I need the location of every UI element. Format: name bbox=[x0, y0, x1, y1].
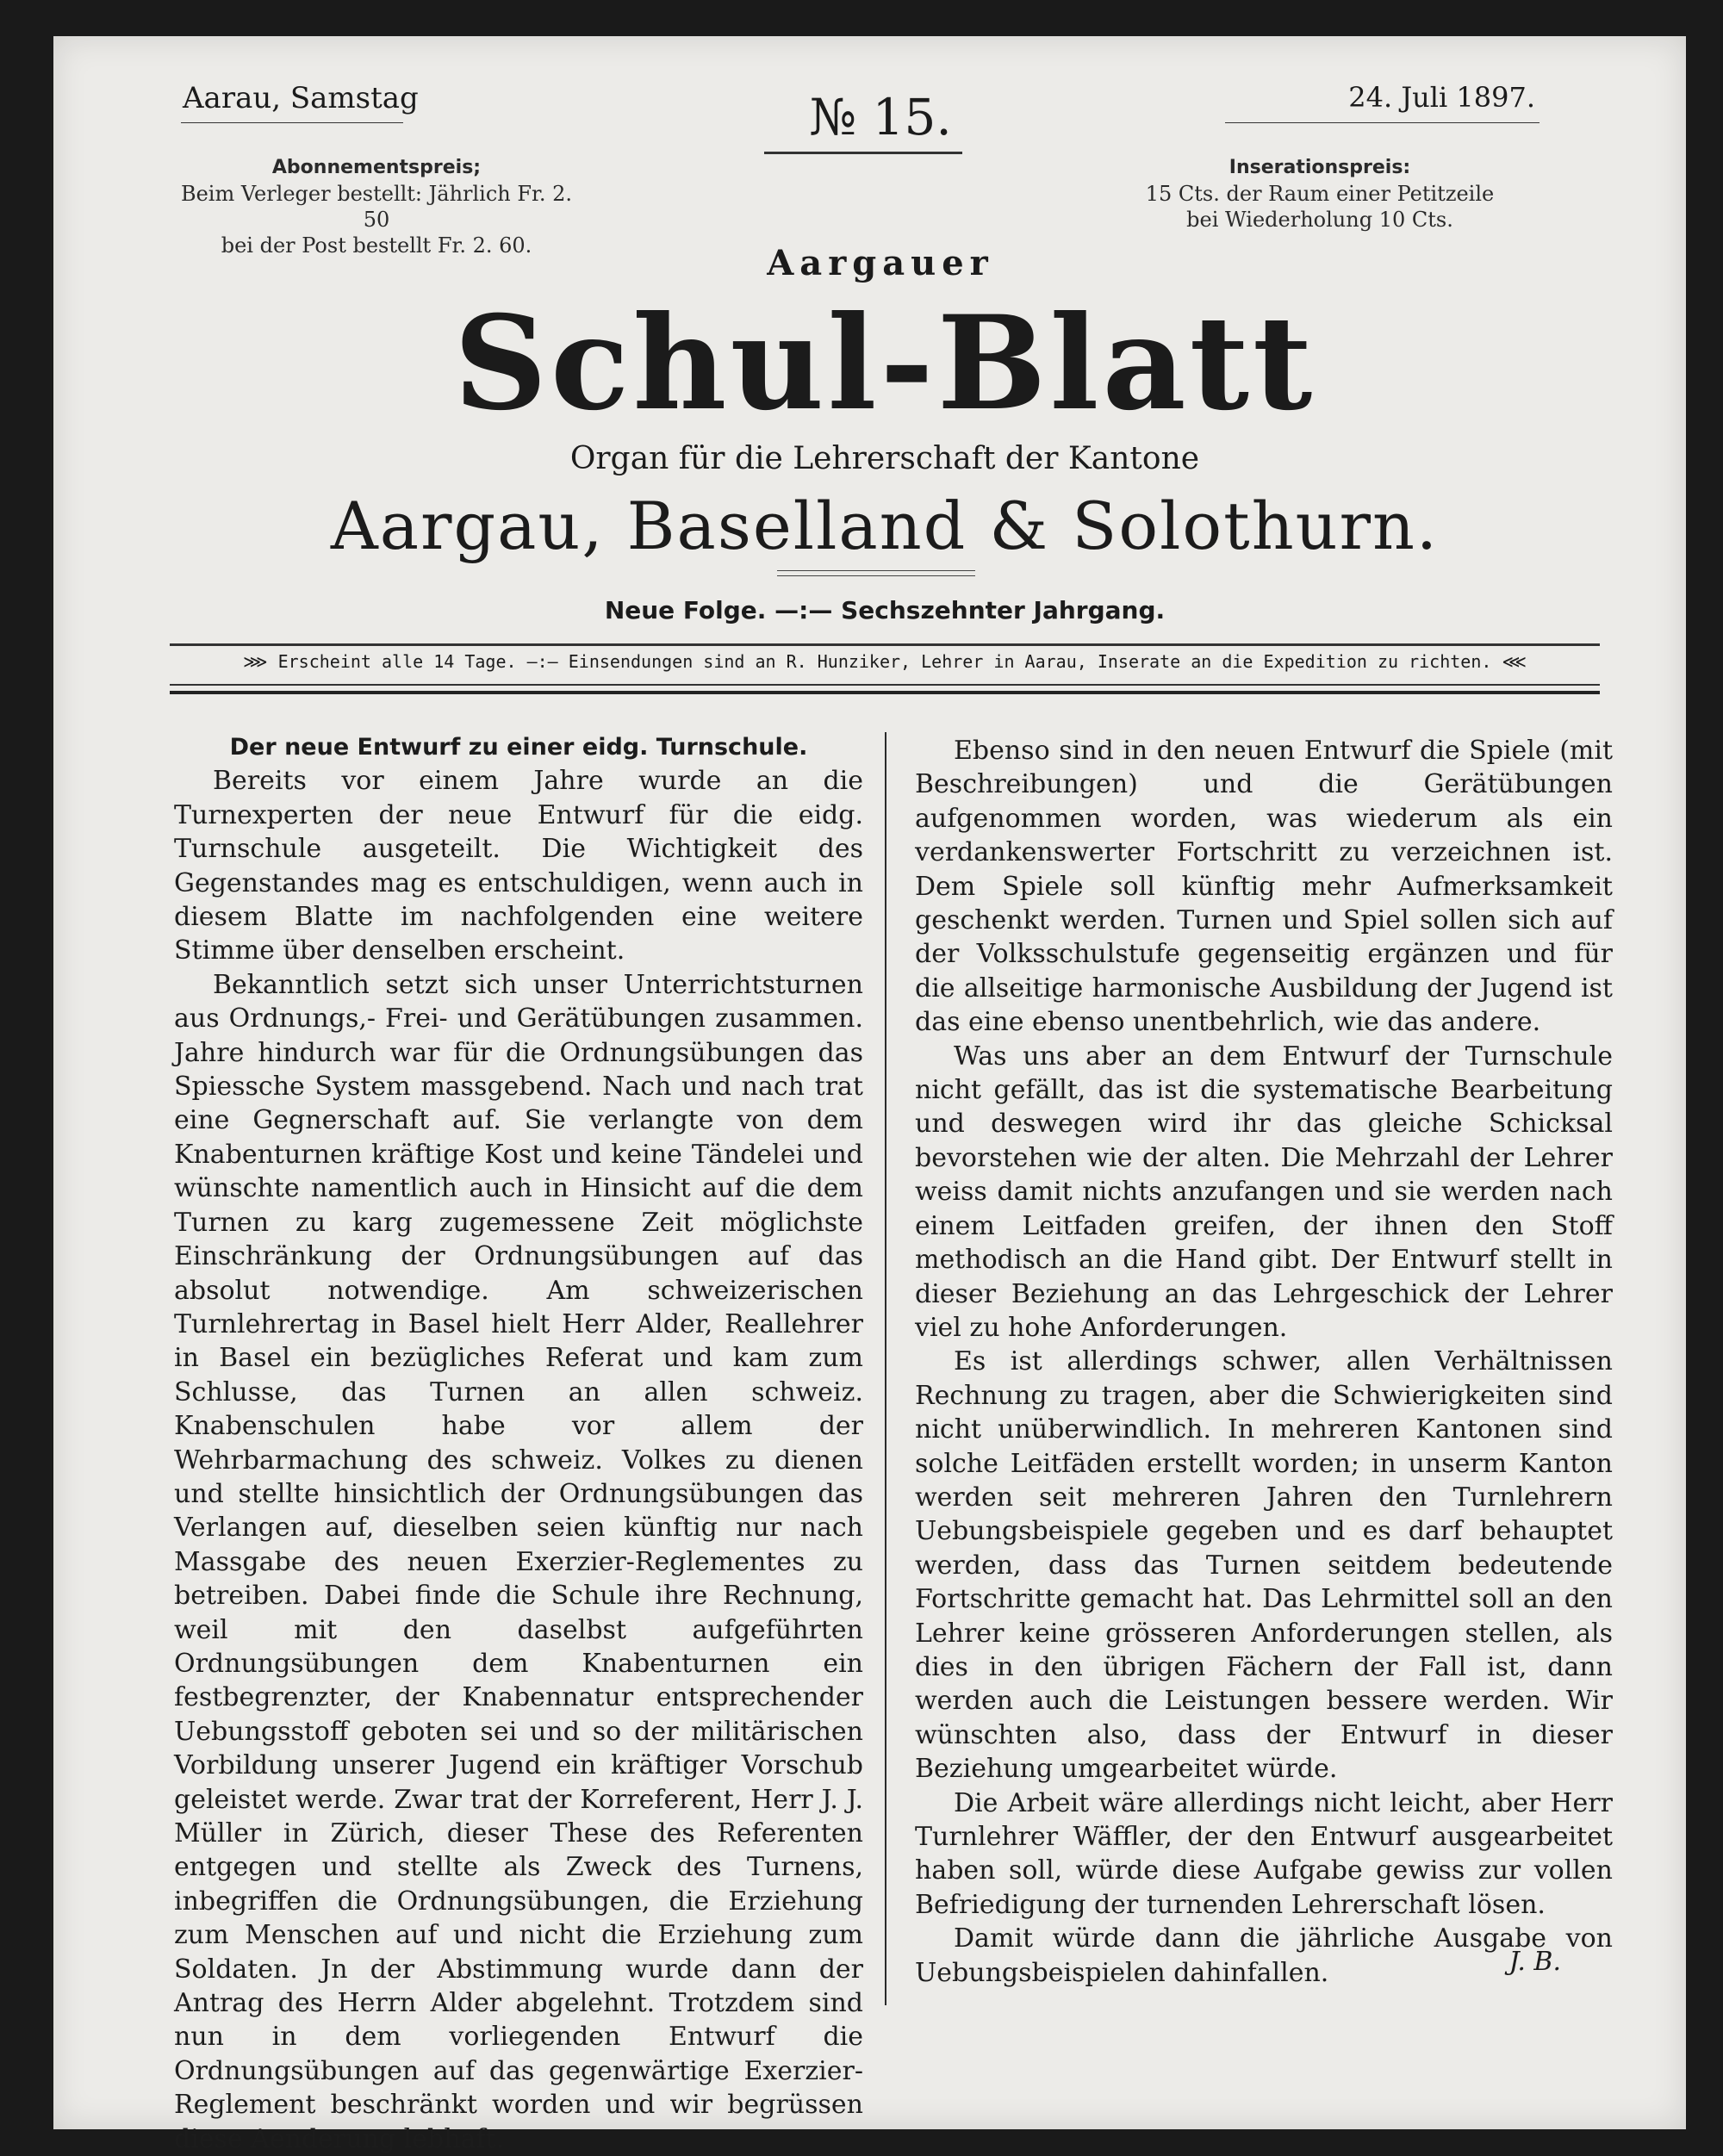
rule bbox=[1225, 122, 1540, 123]
author-signature: J. B. bbox=[1508, 1947, 1561, 1977]
double-rule bbox=[777, 575, 975, 576]
article-paragraph: Es ist allerdings schwer, allen Verhältnissen Rechnung zu tragen, aber die Schwierigkeiten sind nicht unüberwindlich. In mehreren Kantonen sind solche Leitfäden erstellt worden; in unserm Kanton werden seit mehreren Jahren den Turnlehrern Uebungsbeispiele gegeben und es darf behauptet werden, dass das Turnen seitdem bedeutende Fortschritte gemacht hat. Das Lehrmittel soll an den Lehrer keine grösseren Anforderungen stellen, als dies in den übrigen Fächern der Fall ist, dann werden auch die Leistungen bessere werden. Wir wünschten also, dass der Entwurf in dieser Beziehung umgearbeitet würde. bbox=[915, 1346, 1613, 1785]
rule bbox=[170, 643, 1600, 646]
subscription-price bbox=[174, 155, 579, 258]
publication-band: ⋙ Erscheint alle 14 Tage. —:— Einsendungen sind an R. Hunziker, Lehrer in Aarau, Inserate an die Expedition zu richten. ⋘ bbox=[243, 651, 1527, 672]
subscription-line: bei der Post bestellt Fr. 2. 60. bbox=[221, 233, 532, 258]
subscription-heading: Abonnementspreis; bbox=[271, 157, 482, 178]
article-paragraph: Bereits vor einem Jahre wurde an die Turnexperten der neue Entwurf für die eidg. Turnschule ausgeteilt. Die Wichtigkeit des Gegenstandes mag es entschuldigen, wenn auch in diesem Blatte im nachfolgenden eine weitere Stimme über denselben erscheint. bbox=[174, 766, 863, 966]
article-column-right bbox=[915, 734, 1613, 1990]
article-column-left bbox=[174, 730, 863, 2156]
series-line: Neue Folge. —:— Sechszehnter Jahrgang. bbox=[604, 596, 1166, 624]
organ-subtitle: Organ für die Lehrerschaft der Kantone bbox=[569, 441, 1200, 476]
rule bbox=[181, 122, 403, 123]
rule bbox=[764, 152, 962, 154]
article-title: Der neue Entwurf zu einer eidg. Turnschule. bbox=[229, 734, 808, 761]
double-rule bbox=[777, 570, 975, 571]
subscription-line: Beim Verleger bestellt: Jährlich Fr. 2. 50 bbox=[180, 182, 573, 232]
insertion-heading: Inserationspreis: bbox=[1228, 157, 1411, 178]
article-paragraph: Die Arbeit wäre allerdings nicht leicht, aber Herr Turnlehrer Wäffler, der den Entwurf ausgearbeitet haben soll, würde diese Aufgabe gewiss zur vollen Befriedigung der turnenden Lehrerschaft lösen. bbox=[915, 1787, 1613, 1920]
newspaper-title: Schul-Blatt bbox=[453, 288, 1316, 439]
article-paragraph: Was uns aber an dem Entwurf der Turnschule nicht gefällt, das ist die systematische Bearbeitung und deswegen wird ihr das gleiche Schicksal bevorstehen wie der alten. Die Mehrzahl der Lehrer weiss damit nichts anzufangen und sie werden nach einem Leitfaden greifen, der ihnen den Stoff methodisch an die Hand gibt. Der Entwurf stellt in dieser Beziehung an das Lehrgeschick der Lehrer viel zu hohe Anforderungen. bbox=[915, 1041, 1613, 1343]
insertion-price bbox=[1079, 155, 1561, 233]
pre-title: Aargauer bbox=[767, 243, 994, 283]
insertion-line: 15 Cts. der Raum einer Petitzeile bbox=[1145, 182, 1495, 206]
article-paragraph: Bekanntlich setzt sich unser Unterrichtsturnen aus Ordnungs,- Frei- und Gerätübungen zusammen. Jahre hindurch war für die Ordnungsübungen das Spiessche System massgebend. Nach und nach trat eine Gegnerschaft auf. Sie verlangte von dem Knabenturnen kräftige Kost und keine Tändelei und wünschte namentlich auch in Hinsicht auf die dem Turnen zu karg zugemessene Zeit möglichste Einschränkung der Ordnungsübungen auf das absolut notwendige. Am schweizerischen Turnlehrertag in Basel hielt Herr Alder, Reallehrer in Basel ein bezügliches Referat und kam zum Schlusse, das Turnen an allen schweiz. Knabenschulen habe vor allem der Wehrbarmachung des schweiz. Volkes zu dienen und stellte hinsichtlich der Ordnungsübungen das Verlangen auf, dieselben seien künftig nur nach Massgabe des neuen Exerzier-Reglementes zu betreiben. Dabei finde die Schule ihre Rechnung, weil mit den daselbst aufgeführten Ordnungsübungen dem Knabenturnen ein festbegrenzter, der Knabennatur entsprechender Uebungsstoff geboten sei und so der militärischen Vorbildung unserer Jugend ein kräftiger Vorschub geleistet werde. Zwar trat der Korreferent, Herr J. J. Müller in Zürich, dieser These des Referenten entgegen und stellte als Zweck des Turnens, inbegriffen die Ordnungsübungen, die Erziehung zum Menschen auf und nicht die Erziehung zum Soldaten. Jn der Abstimmung wurde dann der Antrag des Herrn Alder abgelehnt. Trotzdem sind nun in dem vorliegenden Entwurf die Ordnungsübungen auf das gegenwärtige Exerzier-Reglement beschränkt worden und wir begrüssen diese Aenderung lebhaft. bbox=[174, 969, 863, 2154]
place-and-day: Aarau, Samstag bbox=[183, 81, 419, 115]
issue-number: № 15. bbox=[809, 88, 952, 146]
rule bbox=[170, 684, 1600, 686]
insertion-line: bei Wiederholung 10 Cts. bbox=[1186, 208, 1453, 232]
article-paragraph: Damit würde dann die jährliche Ausgabe von Uebungsbeispielen dahinfallen. bbox=[915, 1923, 1613, 1988]
column-divider bbox=[885, 732, 886, 2005]
newspaper-page bbox=[53, 36, 1686, 2154]
regions-subtitle: Aargau, Baselland & Solothurn. bbox=[330, 488, 1440, 564]
article-paragraph: Ebenso sind in den neuen Entwurf die Spiele (mit Beschreibungen) und die Gerätübungen aufgenommen worden, was wiederum als ein verdankenswerter Fortschritt zu verzeichnen ist. Dem Spiele soll künftig mehr Aufmerksamkeit geschenkt werden. Turnen und Spiel sollen sich auf der Volksschulstufe gegenseitig ergänzen und für die allseitige harmonische Ausbildung der Jugend ist das eine ebenso unentbehrlich, wie das andere. bbox=[915, 736, 1613, 1038]
issue-date: 24. Juli 1897. bbox=[1348, 81, 1535, 114]
rule bbox=[170, 691, 1600, 694]
